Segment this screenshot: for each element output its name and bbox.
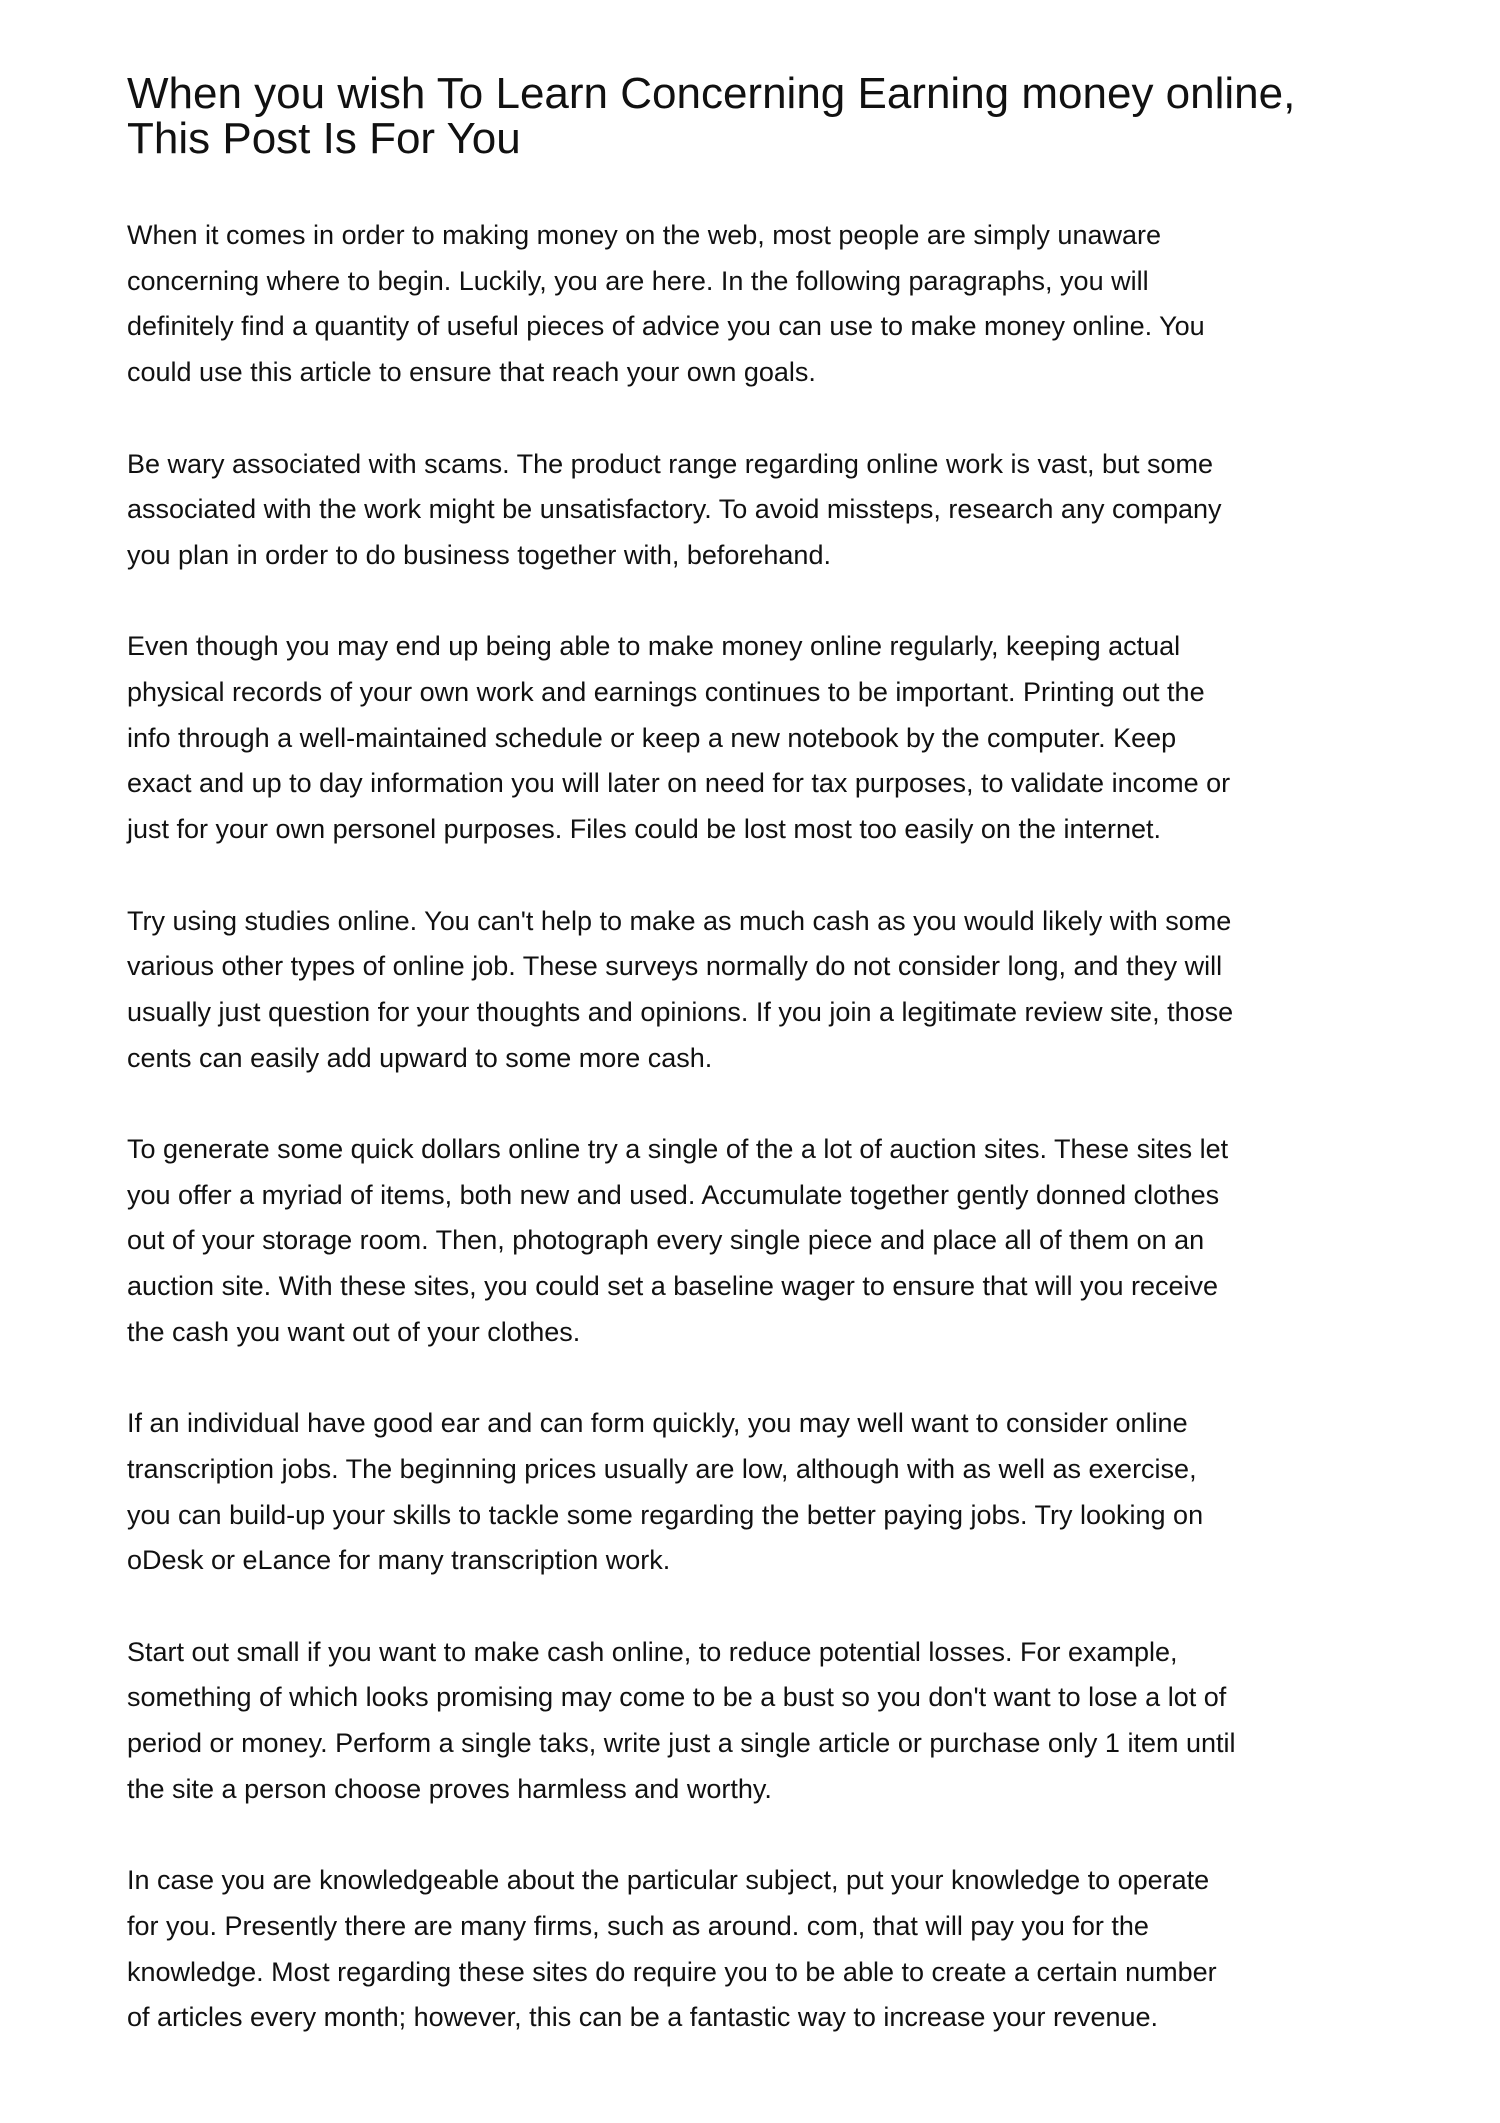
paragraph-line: If an individual have good ear and can form quickly, you may well want to consider online — [127, 1408, 1188, 1439]
paragraph-line: you plan in order to do business together with, beforehand. — [127, 539, 831, 570]
paragraph-line: the site a person choose proves harmless and worthy. — [127, 1773, 772, 1804]
paragraph-line: Even though you may end up being able to make money online regularly, keeping actual — [127, 631, 1181, 662]
paragraph-line: associated with the work might be unsatisfactory. To avoid missteps, research any company — [127, 494, 1222, 525]
paragraph-line: usually just question for your thoughts and opinions. If you join a legitimate review site, those — [127, 996, 1234, 1027]
paragraph-line: Try using studies online. You can't help to make as much cash as you would likely with some — [127, 905, 1232, 936]
paragraph — [127, 442, 1427, 579]
paragraph-line: Start out small if you want to make cash online, to reduce potential losses. For example, — [127, 1636, 1178, 1667]
document-title — [127, 71, 1427, 161]
paragraph-line: the cash you want out of your clothes. — [127, 1316, 581, 1347]
paragraph-line: out of your storage room. Then, photograph every single piece and place all of them on an — [127, 1225, 1205, 1256]
paragraph — [127, 1401, 1427, 1584]
paragraph — [127, 1858, 1427, 2041]
paragraph-line: you can build-up your skills to tackle some regarding the better paying jobs. Try looking on — [127, 1499, 1204, 1530]
paragraph-line: various other types of online job. These surveys normally do not consider long, and they will — [127, 951, 1223, 982]
paragraph-line: Be wary associated with scams. The product range regarding online work is vast, but some — [127, 448, 1214, 479]
paragraph-line: for you. Presently there are many firms, such as around. com, that will pay you for the — [127, 1910, 1149, 1941]
paragraph — [127, 899, 1427, 1082]
paragraph-line: something of which looks promising may come to be a bust so you don't want to lose a lot of — [127, 1682, 1227, 1713]
paragraph-line: exact and up to day information you will later on need for tax purposes, to validate income or — [127, 768, 1231, 799]
paragraph-line: In case you are knowledgeable about the particular subject, put your knowledge to operate — [127, 1865, 1210, 1896]
paragraph — [127, 1127, 1427, 1356]
paragraph-line: physical records of your own work and earnings continues to be important. Printing out the — [127, 677, 1205, 707]
paragraph-line: oDesk or eLance for many transcription work. — [127, 1545, 671, 1576]
paragraph-line: knowledge. Most regarding these sites do require you to be able to create a certain number — [127, 1956, 1217, 1987]
paragraph-line: auction site. With these sites, you could set a baseline wager to ensure that will you receive — [127, 1271, 1219, 1302]
paragraph-line: period or money. Perform a single taks, write just a single article or purchase only 1 item until — [127, 1728, 1236, 1759]
paragraph — [127, 1630, 1427, 1813]
paragraph-line: of articles every month; however, this can be a fantastic way to increase your revenue. — [127, 2002, 1159, 2033]
document-page — [127, 71, 1427, 2087]
paragraph-line: definitely find a quantity of useful pieces of advice you can use to make money online. You — [127, 311, 1205, 342]
paragraph-line: transcription jobs. The beginning prices usually are low, although with as well as exercise, — [127, 1453, 1197, 1484]
paragraph-line: To generate some quick dollars online try a single of the a lot of auction sites. These sites let — [127, 1134, 1229, 1164]
title-line: When you wish To Learn Concerning Earning money online, — [127, 69, 1296, 118]
paragraph-line: concerning where to begin. Luckily, you are here. In the following paragraphs, you will — [127, 265, 1149, 296]
paragraph-line: When it comes in order to making money on the web, most people are simply unaware — [127, 220, 1162, 250]
paragraph — [127, 624, 1427, 853]
paragraph-line: could use this article to ensure that reach your own goals. — [127, 357, 816, 388]
paragraph-line: you offer a myriad of items, both new and used. Accumulate together gently donned clothes — [127, 1179, 1220, 1210]
paragraph-line: just for your own personel purposes. Files could be lost most too easily on the internet. — [127, 814, 1162, 845]
title-line: This Post Is For You — [127, 114, 521, 163]
paragraph — [127, 213, 1427, 396]
paragraph-line: info through a well-maintained schedule or keep a new notebook by the computer. Keep — [127, 722, 1177, 753]
paragraph-line: cents can easily add upward to some more cash. — [127, 1042, 713, 1073]
document-body — [127, 213, 1427, 2041]
